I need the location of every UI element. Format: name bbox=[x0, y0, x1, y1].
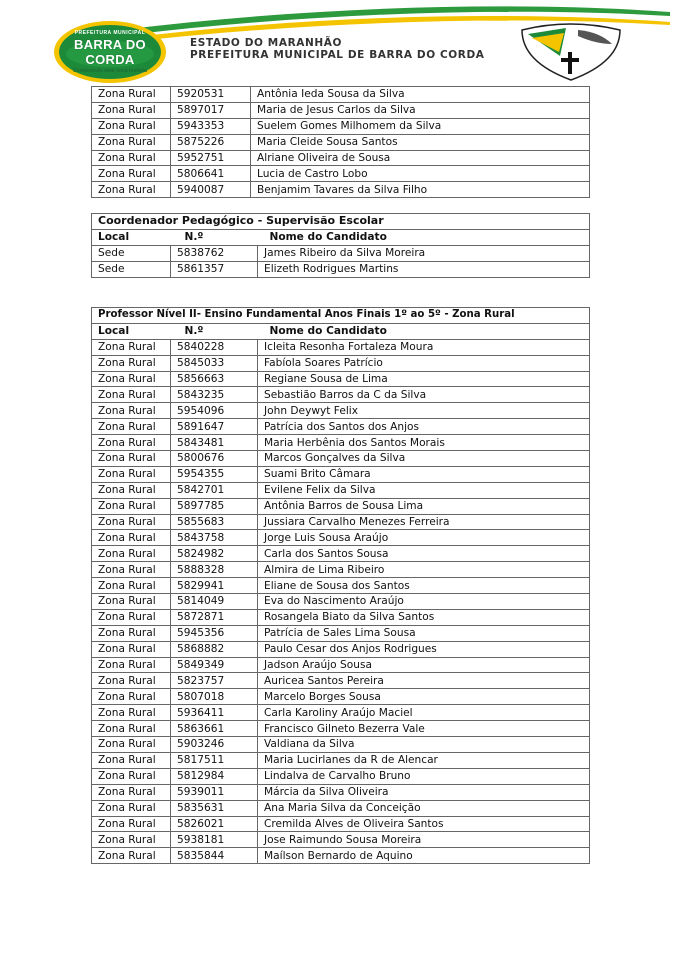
cell-numero: 5838762 bbox=[171, 245, 258, 261]
cell-numero: 5812984 bbox=[171, 768, 258, 784]
table-row bbox=[92, 768, 590, 784]
cell-local: Zona Rural bbox=[92, 689, 171, 705]
cell-numero: 5840228 bbox=[171, 339, 258, 355]
coordenador-table bbox=[91, 213, 590, 278]
cell-nome: James Ribeiro da Silva Moreira bbox=[258, 245, 590, 261]
cell-nome: Elizeth Rodrigues Martins bbox=[258, 261, 590, 277]
cell-numero: 5814049 bbox=[171, 594, 258, 610]
table-row bbox=[92, 832, 590, 848]
coat-of-arms-icon bbox=[522, 24, 620, 80]
table-row bbox=[92, 752, 590, 768]
cell-nome: Rosangela Biato da Silva Santos bbox=[258, 609, 590, 625]
cell-numero: 5843758 bbox=[171, 530, 258, 546]
cell-nome: Almira de Lima Ribeiro bbox=[258, 562, 590, 578]
cell-nome: Icleita Resonha Fortaleza Moura bbox=[258, 339, 590, 355]
cell-local: Zona Rural bbox=[92, 657, 171, 673]
cell-nome: Cremilda Alves de Oliveira Santos bbox=[258, 816, 590, 832]
cell-local: Zona Rural bbox=[92, 435, 171, 451]
table-row bbox=[92, 816, 590, 832]
cell-nome: Auricea Santos Pereira bbox=[258, 673, 590, 689]
cell-local: Sede bbox=[92, 261, 171, 277]
cell-numero: 5861357 bbox=[171, 261, 258, 277]
cell-numero: 5939011 bbox=[171, 784, 258, 800]
table-row bbox=[92, 514, 590, 530]
cell-local: Zona Rural bbox=[92, 546, 171, 562]
cell-numero: 5829941 bbox=[171, 578, 258, 594]
table-row bbox=[92, 641, 590, 657]
cell-local: Zona Rural bbox=[92, 721, 171, 737]
cell-nome: Ana Maria Silva da Conceição bbox=[258, 800, 590, 816]
table-row bbox=[92, 102, 590, 118]
table-row bbox=[92, 737, 590, 753]
table-row bbox=[92, 150, 590, 166]
cell-local: Zona Rural bbox=[92, 800, 171, 816]
table-row bbox=[92, 387, 590, 403]
table-row bbox=[92, 87, 590, 103]
cell-local: Zona Rural bbox=[92, 134, 171, 150]
cell-local: Zona Rural bbox=[92, 403, 171, 419]
cell-local: Zona Rural bbox=[92, 816, 171, 832]
cell-nome: Márcia da Silva Oliveira bbox=[258, 784, 590, 800]
cell-numero: 5868882 bbox=[171, 641, 258, 657]
seal-tagline: Construindo uma nova história bbox=[73, 68, 147, 74]
col-local-header: Local bbox=[92, 229, 171, 245]
table-row bbox=[92, 546, 590, 562]
cell-nome: Jorge Luis Sousa Araújo bbox=[258, 530, 590, 546]
table-row bbox=[92, 451, 590, 467]
cell-nome: Maria de Jesus Carlos da Silva bbox=[251, 102, 590, 118]
cell-local: Zona Rural bbox=[92, 673, 171, 689]
cell-nome: Jussiara Carvalho Menezes Ferreira bbox=[258, 514, 590, 530]
cell-numero: 5800676 bbox=[171, 451, 258, 467]
cell-nome: Marcos Gonçalves da Silva bbox=[258, 451, 590, 467]
cell-numero: 5952751 bbox=[171, 150, 251, 166]
cell-local: Zona Rural bbox=[92, 752, 171, 768]
table-row bbox=[92, 784, 590, 800]
cell-local: Zona Rural bbox=[92, 166, 171, 182]
table-row bbox=[92, 355, 590, 371]
letterhead-title bbox=[190, 37, 485, 61]
table-row bbox=[92, 371, 590, 387]
cell-local: Zona Rural bbox=[92, 419, 171, 435]
table-row bbox=[92, 609, 590, 625]
cell-local: Zona Rural bbox=[92, 737, 171, 753]
table-title: Coordenador Pedagógico - Supervisão Escolar bbox=[92, 214, 590, 230]
table-row bbox=[92, 673, 590, 689]
table-row bbox=[92, 182, 590, 198]
cell-numero: 5826021 bbox=[171, 816, 258, 832]
seal-lettering bbox=[56, 23, 164, 74]
cell-local: Zona Rural bbox=[92, 594, 171, 610]
cell-numero: 5903246 bbox=[171, 737, 258, 753]
table-row bbox=[92, 530, 590, 546]
cell-nome: Fabíola Soares Patrício bbox=[258, 355, 590, 371]
cell-local: Zona Rural bbox=[92, 530, 171, 546]
cell-nome: Paulo Cesar dos Anjos Rodrigues bbox=[258, 641, 590, 657]
cell-numero: 5897785 bbox=[171, 498, 258, 514]
cell-nome: Valdiana da Silva bbox=[258, 737, 590, 753]
cell-nome: Marcelo Borges Sousa bbox=[258, 689, 590, 705]
col-numero-header: N.º bbox=[171, 229, 258, 245]
city-hall-name: PREFEITURA MUNICIPAL DE BARRA DO CORDA bbox=[190, 49, 485, 61]
cell-nome: Eva do Nascimento Araújo bbox=[258, 594, 590, 610]
letterhead bbox=[0, 0, 679, 84]
cell-numero: 5938181 bbox=[171, 832, 258, 848]
cell-nome: Patrícia de Sales Lima Sousa bbox=[258, 625, 590, 641]
cell-local: Zona Rural bbox=[92, 832, 171, 848]
table-row bbox=[92, 705, 590, 721]
cell-local: Zona Rural bbox=[92, 466, 171, 482]
cell-numero: 5954355 bbox=[171, 466, 258, 482]
seal-top-text: PREFEITURA MUNICIPAL bbox=[74, 30, 146, 36]
cell-local: Zona Rural bbox=[92, 150, 171, 166]
cell-numero: 5863661 bbox=[171, 721, 258, 737]
cell-numero: 5943353 bbox=[171, 118, 251, 134]
table-row bbox=[92, 657, 590, 673]
table-row bbox=[92, 466, 590, 482]
cell-numero: 5855683 bbox=[171, 514, 258, 530]
table-row bbox=[92, 118, 590, 134]
cell-nome: Jose Raimundo Sousa Moreira bbox=[258, 832, 590, 848]
cell-numero: 5872871 bbox=[171, 609, 258, 625]
table-row bbox=[92, 594, 590, 610]
cell-local: Zona Rural bbox=[92, 498, 171, 514]
cell-numero: 5835631 bbox=[171, 800, 258, 816]
cell-local: Zona Rural bbox=[92, 482, 171, 498]
professor-table bbox=[91, 307, 590, 864]
cell-local: Zona Rural bbox=[92, 609, 171, 625]
cell-local: Sede bbox=[92, 245, 171, 261]
cell-numero: 5806641 bbox=[171, 166, 251, 182]
cell-numero: 5945356 bbox=[171, 625, 258, 641]
table-title: Professor Nível II- Ensino Fundamental Anos Finais 1º ao 5º - Zona Rural bbox=[92, 308, 590, 324]
table-row bbox=[92, 721, 590, 737]
cell-nome: Suelem Gomes Milhomem da Silva bbox=[251, 118, 590, 134]
col-nome-header: Nome do Candidato bbox=[258, 229, 590, 245]
table-row bbox=[92, 562, 590, 578]
col-local-header: Local bbox=[92, 323, 171, 339]
cell-local: Zona Rural bbox=[92, 705, 171, 721]
candidates-table-continued bbox=[91, 86, 590, 198]
cell-nome: Maílson Bernardo de Aquino bbox=[258, 848, 590, 864]
table-row bbox=[92, 848, 590, 864]
cell-numero: 5940087 bbox=[171, 182, 251, 198]
cell-nome: Francisco Gilneto Bezerra Vale bbox=[258, 721, 590, 737]
cell-numero: 5823757 bbox=[171, 673, 258, 689]
col-nome-header: Nome do Candidato bbox=[258, 323, 590, 339]
cell-nome: Maria Cleide Sousa Santos bbox=[251, 134, 590, 150]
cell-nome: Carla dos Santos Sousa bbox=[258, 546, 590, 562]
cell-numero: 5843235 bbox=[171, 387, 258, 403]
cell-nome: Patrícia dos Santos dos Anjos bbox=[258, 419, 590, 435]
table-body bbox=[92, 245, 590, 277]
cell-local: Zona Rural bbox=[92, 355, 171, 371]
cell-numero: 5817511 bbox=[171, 752, 258, 768]
table-title-row bbox=[92, 308, 590, 324]
table-header-row bbox=[92, 229, 590, 245]
cell-numero: 5824982 bbox=[171, 546, 258, 562]
cell-local: Zona Rural bbox=[92, 514, 171, 530]
cell-numero: 5875226 bbox=[171, 134, 251, 150]
cell-nome: Alriane Oliveira de Sousa bbox=[251, 150, 590, 166]
cell-numero: 5835844 bbox=[171, 848, 258, 864]
table-body bbox=[92, 339, 590, 863]
cell-numero: 5920531 bbox=[171, 87, 251, 103]
cell-nome: Suami Brito Câmara bbox=[258, 466, 590, 482]
table-header-row bbox=[92, 323, 590, 339]
cell-local: Zona Rural bbox=[92, 562, 171, 578]
cell-nome: Maria Lucirlanes da R de Alencar bbox=[258, 752, 590, 768]
cell-local: Zona Rural bbox=[92, 87, 171, 103]
cell-local: Zona Rural bbox=[92, 339, 171, 355]
table-row bbox=[92, 625, 590, 641]
cell-nome: Regiane Sousa de Lima bbox=[258, 371, 590, 387]
cell-nome: Antônia Ieda Sousa da Silva bbox=[251, 87, 590, 103]
cell-nome: Eliane de Sousa dos Santos bbox=[258, 578, 590, 594]
table-row bbox=[92, 339, 590, 355]
table-row bbox=[92, 166, 590, 182]
cell-numero: 5888328 bbox=[171, 562, 258, 578]
cell-local: Zona Rural bbox=[92, 848, 171, 864]
cell-numero: 5856663 bbox=[171, 371, 258, 387]
cell-numero: 5954096 bbox=[171, 403, 258, 419]
cell-nome: Lindalva de Carvalho Bruno bbox=[258, 768, 590, 784]
table-row bbox=[92, 419, 590, 435]
cell-local: Zona Rural bbox=[92, 371, 171, 387]
cell-nome: Maria Herbênia dos Santos Morais bbox=[258, 435, 590, 451]
cell-numero: 5849349 bbox=[171, 657, 258, 673]
cell-local: Zona Rural bbox=[92, 768, 171, 784]
table-row bbox=[92, 245, 590, 261]
cell-nome: Evilene Felix da Silva bbox=[258, 482, 590, 498]
seal-city-name: BARRA DO CORDA bbox=[74, 37, 146, 67]
cell-nome: Sebastião Barros da C da Silva bbox=[258, 387, 590, 403]
table-row bbox=[92, 482, 590, 498]
table-body bbox=[92, 87, 590, 198]
cell-local: Zona Rural bbox=[92, 784, 171, 800]
table-row bbox=[92, 435, 590, 451]
table-row bbox=[92, 498, 590, 514]
cell-local: Zona Rural bbox=[92, 625, 171, 641]
cell-local: Zona Rural bbox=[92, 578, 171, 594]
cell-local: Zona Rural bbox=[92, 118, 171, 134]
table-title-row bbox=[92, 214, 590, 230]
cell-local: Zona Rural bbox=[92, 387, 171, 403]
table-row bbox=[92, 403, 590, 419]
cell-nome: Antônia Barros de Sousa Lima bbox=[258, 498, 590, 514]
table-row bbox=[92, 134, 590, 150]
table-row bbox=[92, 261, 590, 277]
cell-nome: Carla Karoliny Araújo Maciel bbox=[258, 705, 590, 721]
cell-local: Zona Rural bbox=[92, 451, 171, 467]
cell-nome: Benjamim Tavares da Silva Filho bbox=[251, 182, 590, 198]
cell-numero: 5845033 bbox=[171, 355, 258, 371]
cell-numero: 5807018 bbox=[171, 689, 258, 705]
cell-nome: Lucia de Castro Lobo bbox=[251, 166, 590, 182]
cell-numero: 5842701 bbox=[171, 482, 258, 498]
cell-local: Zona Rural bbox=[92, 641, 171, 657]
cell-nome: Jadson Araújo Sousa bbox=[258, 657, 590, 673]
cell-nome: John Deywyt Felix bbox=[258, 403, 590, 419]
col-numero-header: N.º bbox=[171, 323, 258, 339]
state-name: ESTADO DO MARANHÃO bbox=[190, 37, 343, 49]
cell-numero: 5936411 bbox=[171, 705, 258, 721]
cell-numero: 5891647 bbox=[171, 419, 258, 435]
table-row bbox=[92, 800, 590, 816]
cell-numero: 5897017 bbox=[171, 102, 251, 118]
cell-local: Zona Rural bbox=[92, 182, 171, 198]
cell-local: Zona Rural bbox=[92, 102, 171, 118]
cell-numero: 5843481 bbox=[171, 435, 258, 451]
table-row bbox=[92, 578, 590, 594]
table-row bbox=[92, 689, 590, 705]
